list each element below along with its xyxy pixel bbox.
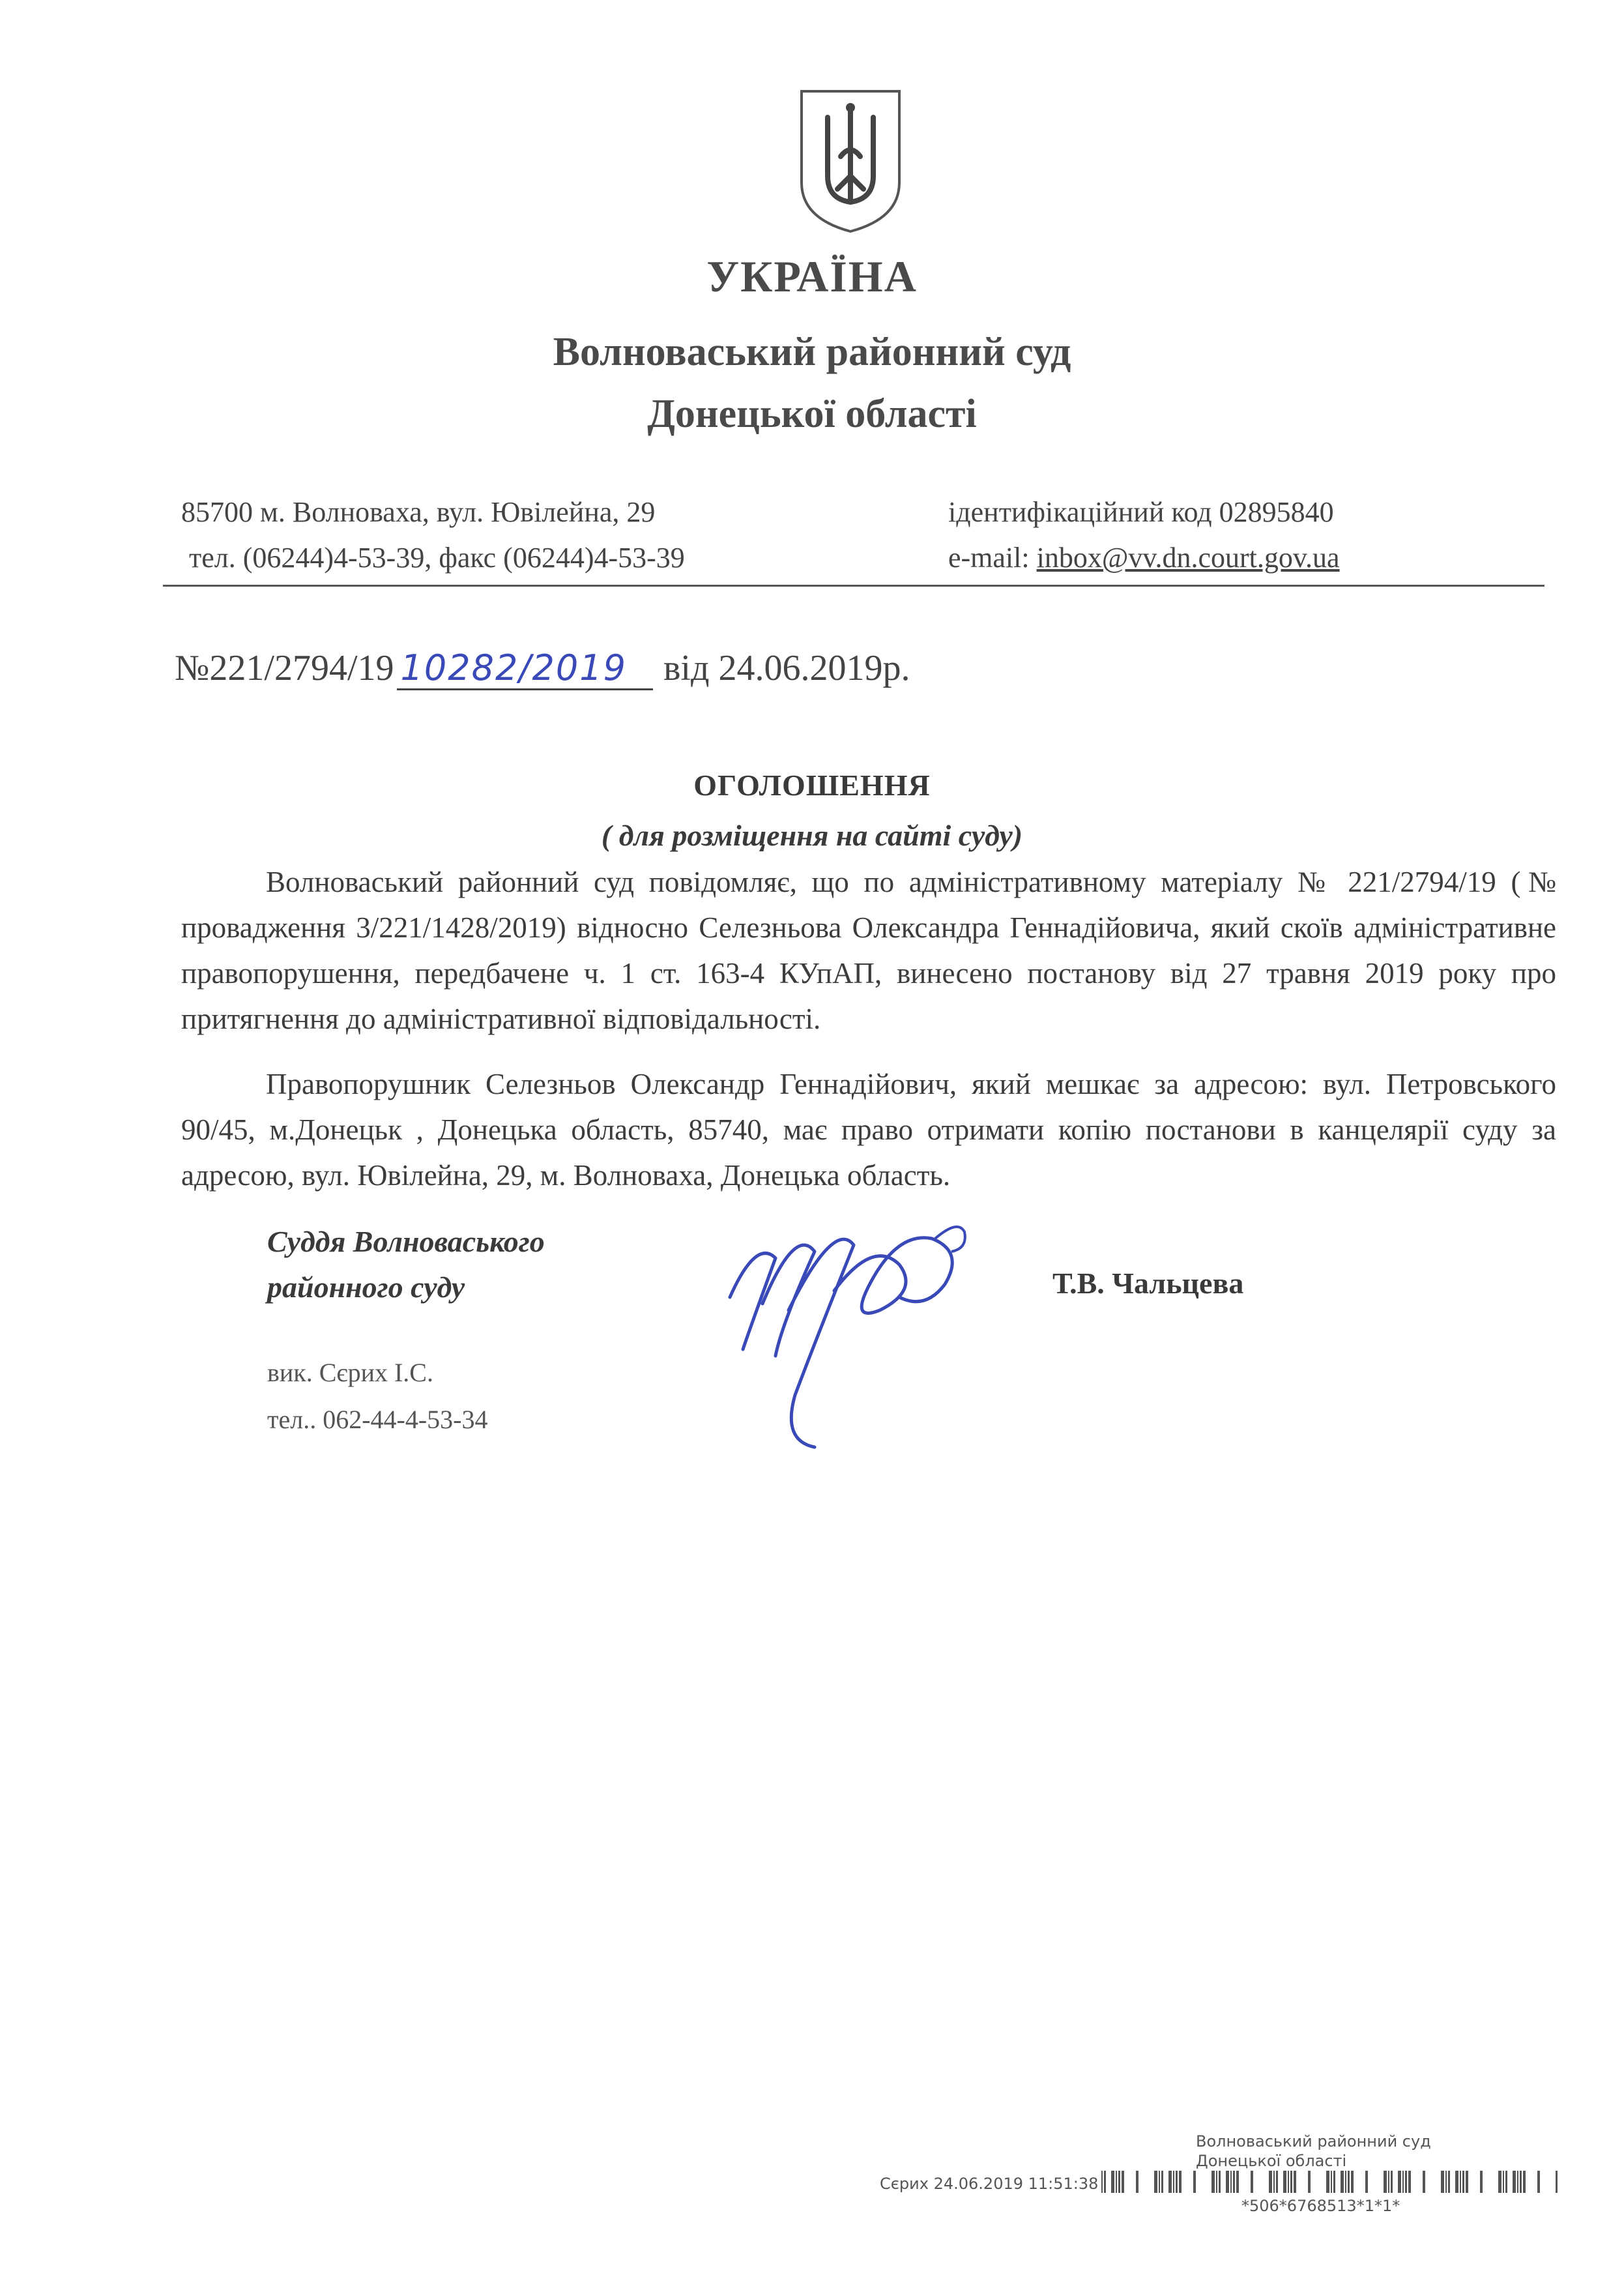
barcode-bar — [1441, 2171, 1444, 2193]
notice-paragraph-1: Волноваський районний суд повідомляє, що по адміністративному матеріалу № 221/2794/19 (№ провадження 3/221/1428/2019) відносно Селезньова Олександра Геннадійовича, який скоїв адміністративне правопорушення, передбачене ч. 1 ст. 163-4 КУпАП, винесено постанову від 27 травня 2019 року про притягнення до адміністративної відповідальності. — [181, 866, 1556, 1035]
notice-paragraph-2: Правопорушник Селезньов Олександр Геннадійович, який мешкає за адресою: вул. Петровського 90/45, м.Донецьк , Донецька область, 85740, має право отримати копію постанови в канцелярії суду за адресою, вул. Ювілейна, 29, м. Волноваха, Донецька область. — [181, 1068, 1556, 1192]
barcode-bar — [1251, 2171, 1253, 2193]
barcode-bar — [1408, 2171, 1411, 2193]
barcode-bar — [1348, 2171, 1350, 2193]
barcode-bar — [1276, 2171, 1278, 2193]
court-phone: тел. (06244)4-53-39, факс (06244)4-53-39 — [189, 542, 685, 574]
header-divider — [163, 585, 1544, 587]
executor-info — [267, 1349, 487, 1443]
barcode-bar — [1269, 2171, 1272, 2193]
barcode-bar — [1503, 2171, 1504, 2193]
barcode-bar — [1230, 2171, 1232, 2193]
barcode-bar — [1423, 2171, 1425, 2193]
barcode-bar — [1398, 2171, 1401, 2193]
barcode-bar — [1333, 2171, 1335, 2193]
barcode-bar — [1556, 2171, 1558, 2193]
barcode-bar — [1517, 2171, 1518, 2193]
court-id-code: ідентифікаційний код 02895840 — [948, 496, 1334, 528]
barcode-bar — [1288, 2171, 1289, 2193]
barcode-bar — [1331, 2171, 1332, 2193]
barcode-bar — [1455, 2171, 1458, 2193]
barcode-bar — [1402, 2171, 1404, 2193]
notice-title: ОГОЛОШЕННЯ — [693, 769, 931, 802]
barcode-bar — [1391, 2171, 1393, 2193]
court-email — [948, 541, 1340, 574]
barcode-bar — [1236, 2171, 1239, 2193]
barcode-bar — [1273, 2171, 1275, 2193]
barcode-bar — [1290, 2171, 1292, 2193]
case-number: №221/2794/19 — [175, 648, 394, 688]
barcode-bar — [1448, 2171, 1450, 2193]
barcode-bar — [1462, 2171, 1464, 2193]
notice-subtitle: ( для розміщення на сайті суду) — [601, 819, 1023, 852]
country-title: УКРАЇНА — [706, 252, 918, 301]
judge-title — [267, 1219, 545, 1310]
barcode-bar — [1118, 2171, 1120, 2193]
judge-title-line-1: Суддя Волноваського — [267, 1225, 545, 1258]
barcode-bar — [1136, 2171, 1138, 2193]
reference-date: від 24.06.2019р. — [663, 648, 910, 688]
judge-name: Т.В. Чальцева — [1052, 1267, 1244, 1300]
barcode-bar — [1179, 2171, 1182, 2193]
barcode-bar — [1101, 2171, 1103, 2193]
barcode-bar — [1283, 2171, 1286, 2193]
barcode-bar — [1219, 2171, 1221, 2193]
barcode-bar — [1466, 2171, 1468, 2193]
barcode-bar — [1537, 2171, 1540, 2193]
barcode-bar — [1233, 2171, 1235, 2193]
registration-stamp-code: *506*6768513*1*1* — [1241, 2197, 1400, 2215]
barcode-bar — [1388, 2171, 1389, 2193]
coat-of-arms-icon — [789, 78, 912, 235]
email-link[interactable]: inbox@vv.dn.court.gov.ua — [1036, 542, 1340, 574]
court-address: 85700 м. Волноваха, вул. Ювілейна, 29 — [181, 496, 656, 528]
court-name: Волноваський районний суд — [553, 330, 1071, 374]
barcode — [1101, 2171, 1558, 2193]
barcode-bar — [1226, 2171, 1229, 2193]
handwritten-outgoing-number: 10282/2019 — [397, 647, 653, 690]
reference-line — [175, 647, 910, 690]
barcode-bar — [1513, 2171, 1516, 2193]
barcode-bar — [1460, 2171, 1461, 2193]
barcode-bar — [1520, 2171, 1522, 2193]
executor-name: вик. Сєрих І.С. — [267, 1358, 433, 1387]
barcode-bar — [1498, 2171, 1501, 2193]
barcode-bar — [1345, 2171, 1346, 2193]
judge-title-line-2: районного суду — [267, 1270, 465, 1304]
barcode-bar — [1104, 2171, 1106, 2193]
handwritten-signature — [704, 1199, 978, 1454]
barcode-bar — [1116, 2171, 1117, 2193]
barcode-bar — [1111, 2171, 1114, 2193]
barcode-bar — [1161, 2171, 1163, 2193]
barcode-bar — [1523, 2171, 1526, 2193]
barcode-bar — [1405, 2171, 1407, 2193]
barcode-bar — [1445, 2171, 1447, 2193]
executor-phone: тел.. 062-44-4-53-34 — [267, 1405, 488, 1434]
barcode-bar — [1168, 2171, 1172, 2193]
barcode-bar — [1505, 2171, 1507, 2193]
email-label: e-mail: — [948, 542, 1037, 574]
barcode-bar — [1341, 2171, 1344, 2193]
stamp-court-line-1: Волноваський районний суд — [1196, 2132, 1431, 2151]
barcode-bar — [1159, 2171, 1160, 2193]
barcode-bar — [1351, 2171, 1354, 2193]
barcode-bar — [1173, 2171, 1174, 2193]
barcode-bar — [1154, 2171, 1157, 2193]
barcode-bar — [1308, 2171, 1311, 2193]
barcode-bar — [1294, 2171, 1296, 2193]
barcode-bar — [1326, 2171, 1329, 2193]
barcode-bar — [1365, 2171, 1368, 2193]
registration-stamp-court — [1196, 2132, 1431, 2171]
barcode-bar — [1193, 2171, 1196, 2193]
stamp-court-line-2: Донецької області — [1196, 2152, 1347, 2170]
barcode-bar — [1122, 2171, 1124, 2193]
registration-stamp-meta: Сєрих 24.06.2019 11:51:38 — [880, 2175, 1099, 2193]
barcode-bar — [1480, 2171, 1483, 2193]
court-region: Донецької області — [647, 392, 977, 436]
barcode-bar — [1176, 2171, 1178, 2193]
barcode-bar — [1384, 2171, 1387, 2193]
barcode-bar — [1216, 2171, 1217, 2193]
barcode-bar — [1211, 2171, 1215, 2193]
